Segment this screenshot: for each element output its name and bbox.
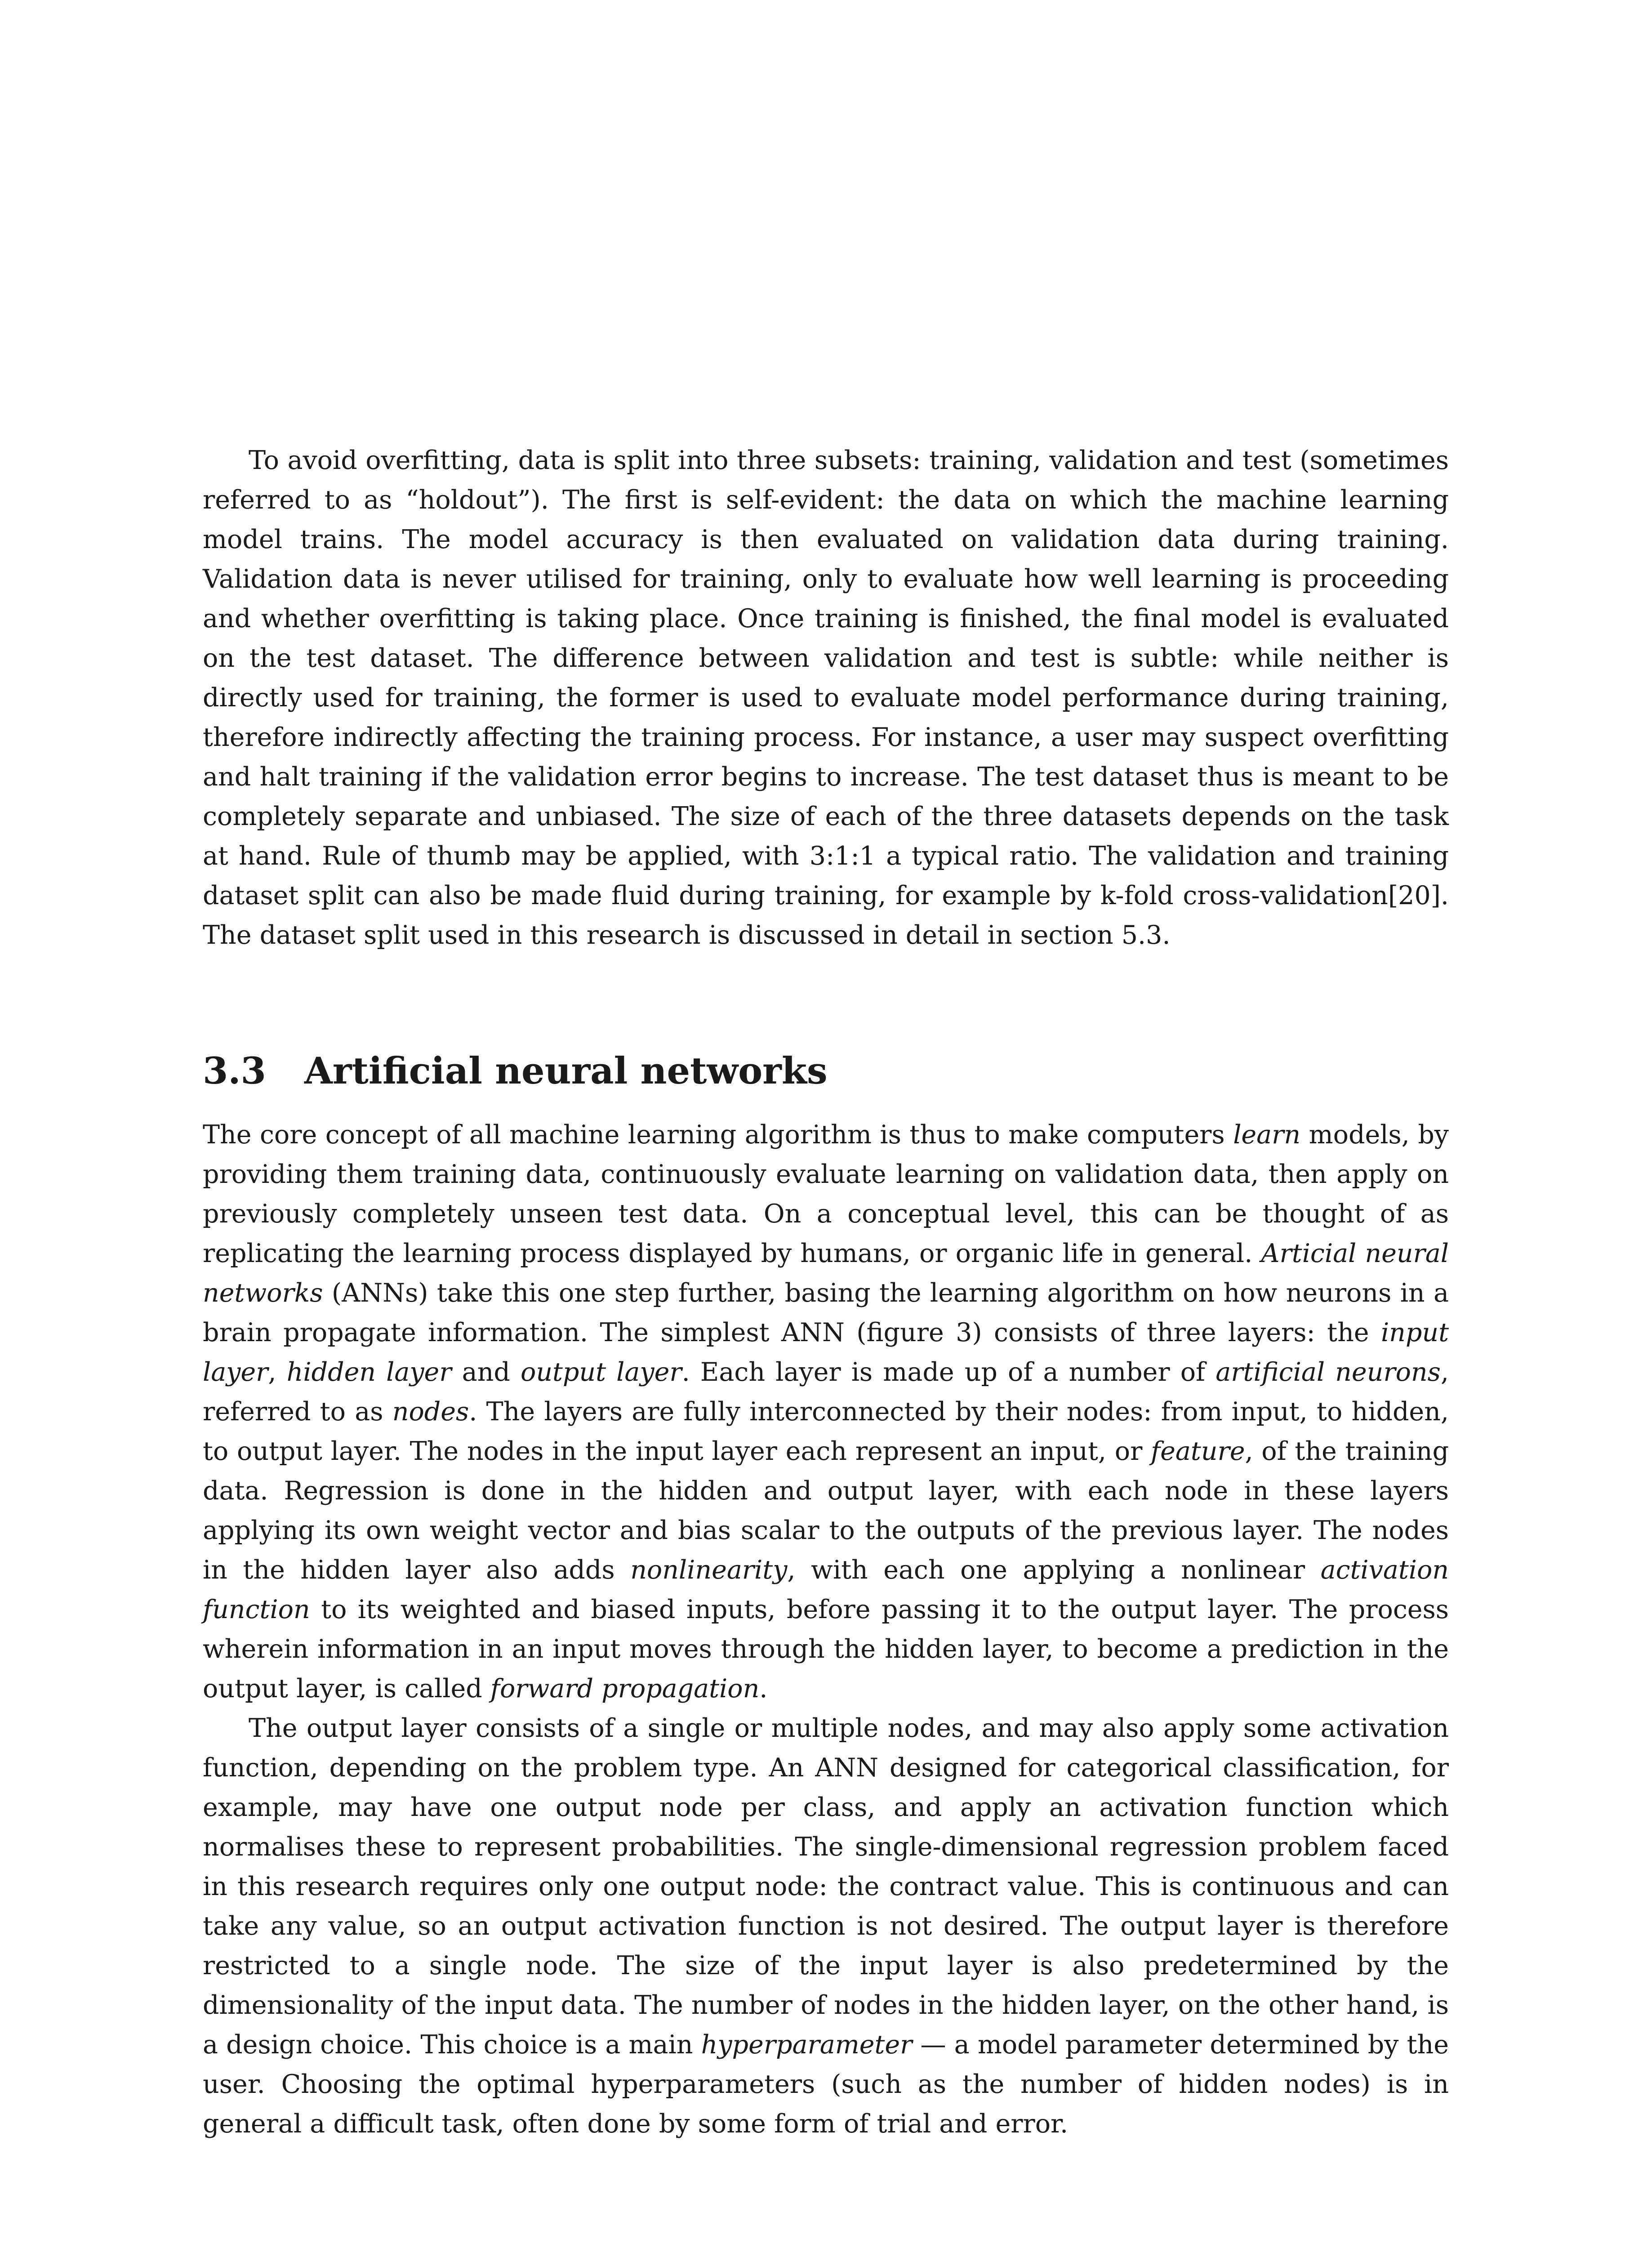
section-number: 3.3 [203, 1050, 266, 1093]
intro-text-block [203, 441, 1449, 955]
ann-text-block [203, 1115, 1449, 2144]
section-heading [203, 1047, 828, 1096]
output-layer-paragraph: The output layer consists of a single or multiple nodes, and may also apply some activation function, depending on the problem type. An ANN designed for categorical classification, for example, may have one output node per class, and apply an activation function which normalises these to represent probabilities. The single-dimensional regression problem faced in this research requires only one output node: the contract value. This is continuous and can take any value, so an output activation function is not desired. The output layer is therefore restricted to a single node. The size of the input layer is also predetermined by the dimensionality of the input data. The number of nodes in the hidden layer, on the other hand, is a design choice. This choice is a main hyperparameter — a model parameter determined by the user. Choosing the optimal hyperparameters (such as the number of hidden nodes) is in general a difficult task, often done by some form of trial and error. [203, 1713, 1449, 2139]
overfitting-paragraph: To avoid overfitting, data is split into three subsets: training, validation and test (sometimes referred to as “holdout”). The first is self-evident: the data on which the machine learning model trains. The model accuracy is then evaluated on validation data during training. Validation data is never utilised for training, only to evaluate how well learning is proceeding and whether overfitting is taking place. Once training is finished, the final model is evaluated on the test dataset. The difference between validation and test is subtle: while neither is directly used for training, the former is used to evaluate model performance during training, therefore indirectly affecting the training process. For instance, a user may suspect overfitting and halt training if the validation error begins to increase. The test dataset thus is meant to be completely separate and unbiased. The size of each of the three datasets depends on the task at hand. Rule of thumb may be applied, with 3:1:1 a typical ratio. The validation and training dataset split can also be made fluid during training, for example by k-fold cross-validation[20]. The dataset split used in this research is discussed in detail in section 5.3. [203, 446, 1449, 950]
section-title: Artificial neural networks [304, 1050, 828, 1093]
ann-concept-paragraph: The core concept of all machine learning algorithm is thus to make computers learn models, by providing them training data, continuously evaluate learning on validation data, then apply on previously completely unseen test data. On a conceptual level, this can be thought of as replicating the learning process displayed by humans, or organic life in general. Articial neural networks (ANNs) take this one step further, basing the learning algorithm on how neurons in a brain propagate information. The simplest ANN (figure 3) consists of three layers: the input layer, hidden layer and output layer. Each layer is made up of a number of artificial neurons, referred to as nodes. The layers are fully interconnected by their nodes: from input, to hidden, to output layer. The nodes in the input layer each represent an input, or feature, of the training data. Regression is done in the hidden and output layer, with each node in these layers applying its own weight vector and bias scalar to the outputs of the previous layer. The nodes in the hidden layer also adds nonlinearity, with each one applying a nonlinear activation function to its weighted and biased inputs, before passing it to the output layer. The process wherein information in an input moves through the hidden layer, to become a prediction in the output layer, is called forward propagation. [203, 1120, 1449, 1704]
